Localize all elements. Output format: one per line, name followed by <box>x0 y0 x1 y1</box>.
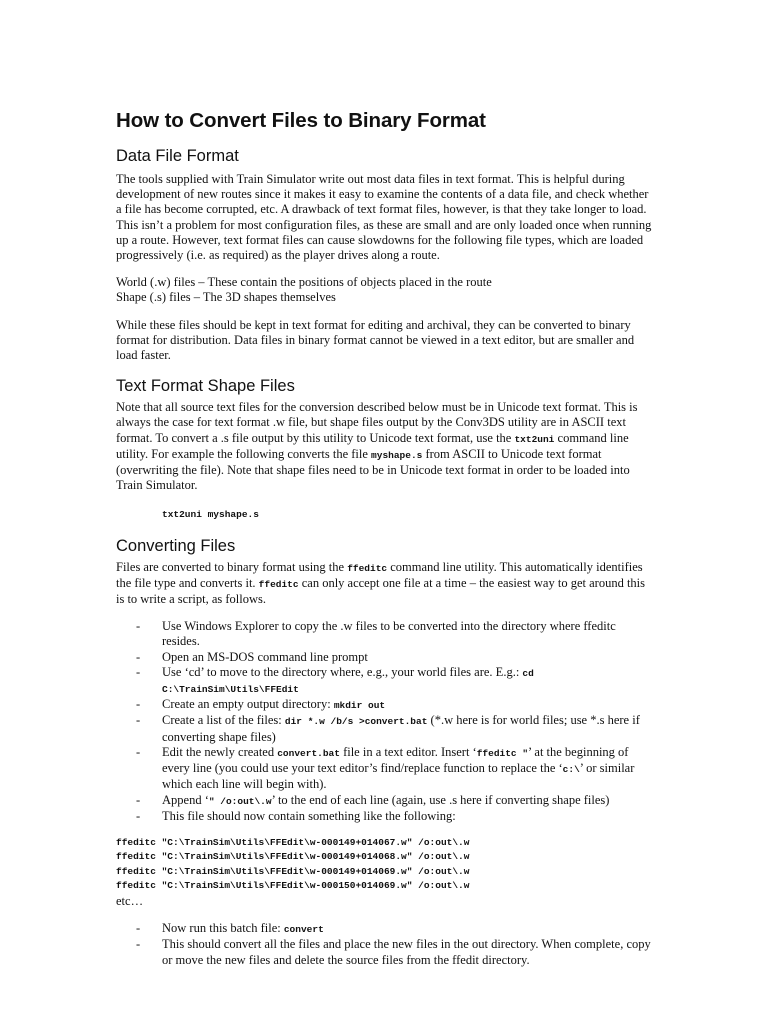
list-item <box>136 697 656 713</box>
output-suffix-code: " /o:out\.w <box>208 795 272 807</box>
step-text: Use Windows Explorer to copy the .w files to be converted into the directory where ffeditc resides. <box>162 619 616 649</box>
list-item <box>136 937 656 967</box>
unicode-note-text-3: from ASCII to Unicode text format (overwriting the file). Note that shape files need to be in Unicode text format in order to be loaded into Train Simulator. <box>116 446 630 493</box>
ffeditc-code-1: ffeditc <box>347 562 388 574</box>
dir-command-code: dir *.w /b/s >convert.bat <box>284 716 428 728</box>
file-type-world: World (.w) files – These contain the positions of objects placed in the route <box>116 275 492 290</box>
step-text: ’ or similar which each line will begin with). <box>162 761 635 792</box>
command-example <box>116 506 656 522</box>
convert-command-code: convert <box>283 924 324 936</box>
unicode-note-text-1: Note that all source text files for the conversion described below must be in Unicode text format. This is always the case for text format .w file, but shape files output by the Conv3DS utility are in ASCII text format. To convert a .s file output by this utility to Unicode text format, use the <box>116 400 638 445</box>
batch-file-code-block <box>116 836 656 894</box>
code-line: ffeditc "C:\TrainSim\Utils\FFEdit\w-000150+014069.w" /o:out\.w <box>116 880 470 892</box>
paragraph-binary-distribution: While these files should be kept in text format for editing and archival, they can be converted to binary format for distribution. Data files in binary format cannot be viewed in a text editor, but are smaller and load faster. <box>116 317 635 363</box>
step-text: (*.w here is for world files; use *.s here if converting shape files) <box>162 713 640 744</box>
txt2uni-code: txt2uni <box>514 433 555 445</box>
step-text: ’ at the beginning of every line (you could use your text editor’s find/replace function to replace the ‘ <box>162 744 629 776</box>
convert-bat-code: convert.bat <box>277 747 340 759</box>
document-body <box>116 0 656 968</box>
code-line: ffeditc "C:\TrainSim\Utils\FFEdit\w-000149+014067.w" /o:out\.w <box>116 836 470 848</box>
paragraph-data-file-intro: The tools supplied with Train Simulator write out most data files in text format. This is helpful during development of new routes since it makes it easy to examine the contents of a data file, and check whether a file has become corrupted, etc. A drawback of text format files, however, is that they take longer to load. This isn’t a problem for most configuration files, as these are small and are only loaded once when running up a route. However, text format files can cause slowdowns for the following file types, which are loaded progressively (i.e. as required) as the player drives along a route. <box>116 172 652 263</box>
list-item <box>136 745 656 793</box>
list-item <box>136 713 656 744</box>
step-text: Use ‘cd’ to move to the directory where, e.g., your world files are. E.g.: <box>162 664 523 679</box>
ffeditc-code-2: ffeditc <box>258 578 299 590</box>
section-heading-text-format-shape-files: Text Format Shape Files <box>116 377 295 396</box>
list-item <box>136 619 656 649</box>
paragraph-ffeditc-intro <box>116 560 656 608</box>
txt2uni-command: txt2uni myshape.s <box>162 509 259 521</box>
myshape-code: myshape.s <box>371 449 423 461</box>
step-text: Create a list of the files: <box>162 713 285 728</box>
step-text: ’ to the end of each line (again, use .s here if converting shape files) <box>271 792 610 807</box>
ffeditc-intro-text-3: can only accept one file at a time – the easiest way to get around this is to write a script, as follows. <box>116 575 645 607</box>
etc-text: etc… <box>116 893 144 908</box>
step-text: Open an MS-DOS command line prompt <box>162 649 368 664</box>
file-type-shape: Shape (.s) files – The 3D shapes themselves <box>116 290 336 305</box>
paragraph-unicode-note <box>116 400 656 493</box>
list-item <box>136 809 656 824</box>
list-item <box>136 665 656 697</box>
drive-prefix-code: c:\ <box>562 764 580 776</box>
step-text: Append ‘ <box>162 792 209 807</box>
list-item <box>136 793 656 809</box>
list-item <box>136 650 656 665</box>
step-text: This file should now contain something like the following: <box>162 808 456 823</box>
step-text: Edit the newly created <box>162 744 278 759</box>
code-line: ffeditc "C:\TrainSim\Utils\FFEdit\w-000149+014069.w" /o:out\.w <box>116 865 470 877</box>
step-text: Now run this batch file: <box>162 921 284 936</box>
document-title: How to Convert Files to Binary Format <box>116 109 486 132</box>
code-line: ffeditc "C:\TrainSim\Utils\FFEdit\w-000149+014068.w" /o:out\.w <box>116 851 470 863</box>
ffeditc-intro-text-2: command line utility. This automatically identifies the file type and converts it. <box>116 559 643 590</box>
final-steps-list <box>116 921 656 968</box>
conversion-steps-list <box>116 619 656 824</box>
paragraph-file-types <box>116 275 656 305</box>
list-item <box>136 921 656 937</box>
section-heading-converting-files: Converting Files <box>116 536 236 555</box>
step-text: This should convert all the files and place the new files in the out directory. When complete, copy or move the new files and delete the source files from the ffedit directory. <box>162 937 651 967</box>
cd-command-code: cd C:\TrainSim\Utils\FFEdit <box>162 667 534 696</box>
ffeditc-intro-text-1: Files are converted to binary format using the <box>116 559 348 574</box>
step-text: file in a text editor. Insert ‘ <box>339 744 477 759</box>
ffeditc-prefix-code: ffeditc " <box>476 747 529 759</box>
mkdir-command-code: mkdir out <box>333 700 386 712</box>
section-heading-data-file-format: Data File Format <box>116 147 239 165</box>
step-text: Create an empty output directory: <box>162 697 334 712</box>
unicode-note-text-2: command line utility. For example the following converts the file <box>116 430 629 461</box>
